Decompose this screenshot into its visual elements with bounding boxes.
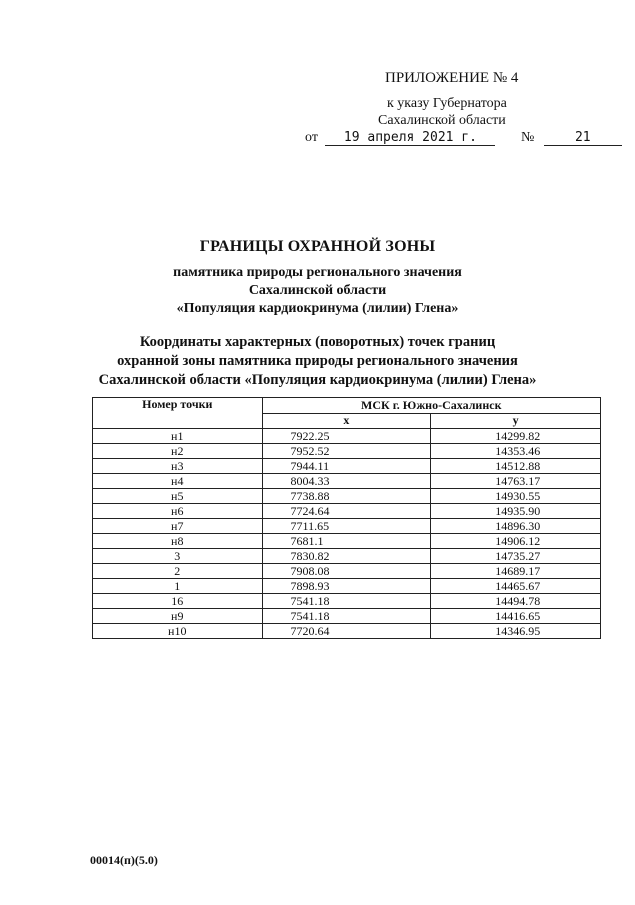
y-cell: 14689.17 bbox=[431, 564, 601, 579]
y-cell: 14512.88 bbox=[431, 459, 601, 474]
x-cell: 7711.65 bbox=[262, 519, 431, 534]
x-cell: 7830.82 bbox=[262, 549, 431, 564]
x-cell: 7720.64 bbox=[262, 624, 431, 639]
point-cell: н10 bbox=[93, 624, 263, 639]
x-cell: 7922.25 bbox=[262, 429, 431, 444]
point-cell: н6 bbox=[93, 504, 263, 519]
y-cell: 14416.65 bbox=[431, 609, 601, 624]
y-cell: 14906.12 bbox=[431, 534, 601, 549]
table-row bbox=[93, 429, 601, 444]
coordinates-heading-line: Сахалинской области «Популяция кардиокринума (лилии) Глена» bbox=[98, 372, 537, 388]
document-title: ГРАНИЦЫ ОХРАННОЙ ЗОНЫ bbox=[199, 238, 436, 255]
header-x: x bbox=[262, 413, 431, 429]
x-cell: 7908.08 bbox=[262, 564, 431, 579]
point-cell: н1 bbox=[93, 429, 263, 444]
x-cell: 7724.64 bbox=[262, 504, 431, 519]
table-row bbox=[93, 549, 601, 564]
subtitle-line: «Популяция кардиокринума (лилии) Глена» bbox=[176, 301, 459, 316]
appendix-label: ПРИЛОЖЕНИЕ № 4 bbox=[385, 70, 519, 86]
x-cell: 7952.52 bbox=[262, 444, 431, 459]
decree-reference: к указу Губернатора bbox=[387, 96, 507, 111]
point-cell: н7 bbox=[93, 519, 263, 534]
date-number-row bbox=[305, 130, 622, 146]
document-subtitle bbox=[0, 264, 635, 318]
point-cell: н8 bbox=[93, 534, 263, 549]
table-row bbox=[93, 594, 601, 609]
table-row bbox=[93, 564, 601, 579]
y-cell: 14763.17 bbox=[431, 474, 601, 489]
table-row bbox=[93, 534, 601, 549]
subtitle-line: памятника природы регионального значения bbox=[173, 265, 462, 280]
x-cell: 7898.93 bbox=[262, 579, 431, 594]
x-cell: 7944.11 bbox=[262, 459, 431, 474]
number-sign: № bbox=[520, 130, 535, 145]
y-cell: 14735.27 bbox=[431, 549, 601, 564]
y-cell: 14353.46 bbox=[431, 444, 601, 459]
point-cell: 3 bbox=[93, 549, 263, 564]
coordinates-table bbox=[92, 397, 601, 639]
table-body bbox=[93, 429, 601, 639]
date-prefix: от bbox=[305, 130, 318, 145]
x-cell: 7541.18 bbox=[262, 609, 431, 624]
table-row bbox=[93, 444, 601, 459]
y-cell: 14494.78 bbox=[431, 594, 601, 609]
region-name: Сахалинской области bbox=[378, 113, 506, 128]
table-row bbox=[93, 459, 601, 474]
y-cell: 14896.30 bbox=[431, 519, 601, 534]
point-cell: н5 bbox=[93, 489, 263, 504]
table-row bbox=[93, 474, 601, 489]
table-row bbox=[93, 579, 601, 594]
subtitle-line: Сахалинской области bbox=[248, 283, 387, 298]
y-cell: 14930.55 bbox=[431, 489, 601, 504]
coordinates-heading-line: охранной зоны памятника природы регионального значения bbox=[117, 353, 518, 369]
y-cell: 14465.67 bbox=[431, 579, 601, 594]
table-row bbox=[93, 519, 601, 534]
point-cell: н3 bbox=[93, 459, 263, 474]
x-cell: 8004.33 bbox=[262, 474, 431, 489]
point-cell: 1 bbox=[93, 579, 263, 594]
x-cell: 7541.18 bbox=[262, 594, 431, 609]
header-coordinate-system: МСК г. Южно-Сахалинск bbox=[262, 398, 600, 414]
document-code: 00014(п)(5.0) bbox=[90, 853, 158, 867]
point-cell: н4 bbox=[93, 474, 263, 489]
table-row bbox=[93, 609, 601, 624]
date-value: 19 апреля 2021 г. bbox=[325, 130, 495, 146]
table-row bbox=[93, 624, 601, 639]
header-y: y bbox=[431, 413, 601, 429]
coordinates-heading bbox=[0, 333, 635, 390]
point-cell: н9 bbox=[93, 609, 263, 624]
table-row bbox=[93, 489, 601, 504]
y-cell: 14299.82 bbox=[431, 429, 601, 444]
header-point-number: Номер точки bbox=[93, 398, 263, 429]
point-cell: н2 bbox=[93, 444, 263, 459]
number-value: 21 bbox=[544, 130, 622, 146]
x-cell: 7681.1 bbox=[262, 534, 431, 549]
coordinates-heading-line: Координаты характерных (поворотных) точек границ bbox=[139, 334, 496, 350]
x-cell: 7738.88 bbox=[262, 489, 431, 504]
y-cell: 14346.95 bbox=[431, 624, 601, 639]
point-cell: 2 bbox=[93, 564, 263, 579]
y-cell: 14935.90 bbox=[431, 504, 601, 519]
table-row bbox=[93, 504, 601, 519]
point-cell: 16 bbox=[93, 594, 263, 609]
